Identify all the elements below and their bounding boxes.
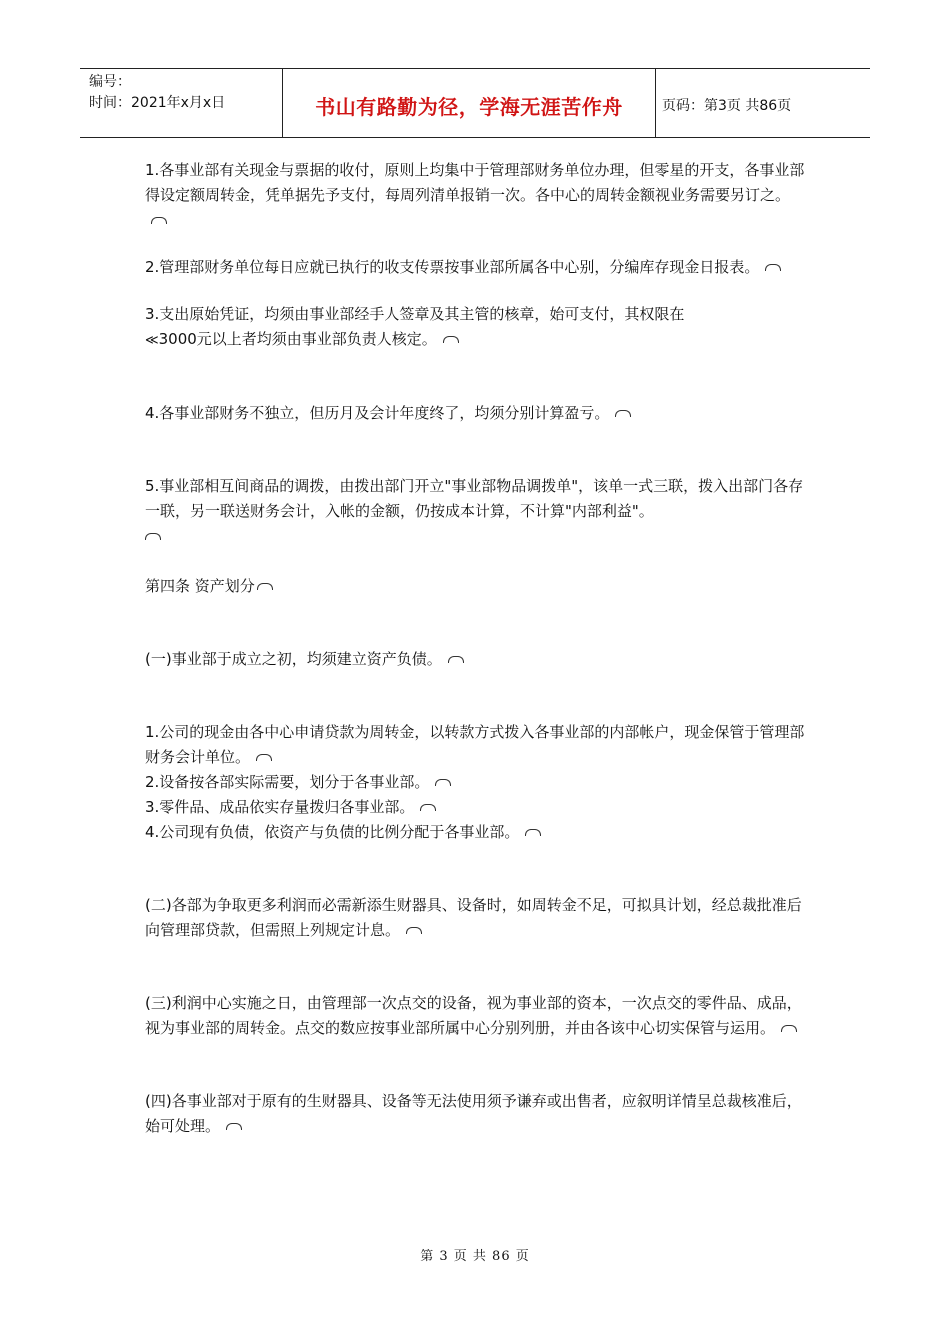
return-mark-icon: [406, 927, 422, 934]
return-mark-icon: [448, 656, 464, 663]
symbol-icon: ≪: [145, 333, 159, 348]
paragraph: (一)事业部于成立之初，均须建立资产负债。: [145, 647, 810, 672]
paragraph: 4.公司现有负债，依资产与负债的比例分配于各事业部。: [145, 820, 810, 845]
paragraph: (四)各事业部对于原有的生财器具、设备等无法使用须予谦弃或出售者，应叙明详情呈总裁核准后，始可处理。: [145, 1092, 802, 1135]
return-mark-icon: [525, 829, 541, 836]
return-mark-icon: [145, 533, 161, 540]
paragraph: (三)利润中心实施之日，由管理部一次点交的设备，视为事业部的资本，一次点交的零件品、成品，视为事业部的周转金。点交的数应按事业部所属中心分别列册，并由各该中心切实保管与运用。: [145, 994, 802, 1037]
return-mark-icon: [420, 804, 436, 811]
return-mark-icon: [151, 217, 167, 224]
paragraph: 4.各事业部财务不独立，但历月及会计年度终了，均须分别计算盈亏。: [145, 401, 810, 426]
header-meta-cell: [80, 69, 283, 137]
return-mark-icon: [615, 410, 631, 417]
section-heading: 第四条 资产划分: [145, 574, 810, 599]
page-footer: 第 3 页 共 86 页: [420, 1249, 530, 1264]
paragraph: 2.管理部财务单位每日应就已执行的收支传票按事业部所属各中心别，分编库存现金日报表。: [145, 255, 810, 280]
return-mark-icon: [443, 336, 459, 343]
header-page-cell: [656, 69, 870, 137]
return-mark-icon: [257, 583, 273, 590]
return-mark-icon: [765, 264, 781, 271]
page-info: 页码：第3页 共86页: [662, 98, 792, 114]
document-header: [80, 68, 870, 138]
motto-text: 书山有路勤为径，学海无涯苦作舟: [315, 94, 623, 119]
return-mark-icon: [435, 779, 451, 786]
paragraph: 3.支出原始凭证，均须由事业部经手人签章及其主管的核章，始可支付，其权限在: [145, 305, 685, 323]
header-motto-cell: [283, 69, 656, 137]
date-label: 时间：2021年x月x日: [89, 95, 226, 111]
paragraph: 3.零件品、成品依实存量拨归各事业部。: [145, 795, 810, 820]
paragraph: 5.事业部相互间商品的调拨，由拨出部门开立"事业部物品调拨单"，该单一式三联，拨入出部门各存一联，另一联送财务会计，入帐的金额，仍按成本计算，不计算"内部利益"。: [145, 477, 804, 520]
number-label: 编号：: [89, 74, 131, 90]
return-mark-icon: [226, 1123, 242, 1130]
return-mark-icon: [256, 754, 272, 761]
return-mark-icon: [781, 1025, 797, 1032]
paragraph: [145, 524, 810, 549]
paragraph: (二)各部为争取更多利润而必需新添生财器具、设备时，如周转金不足，可拟具计划，经总裁批准后向管理部贷款，但需照上列规定计息。: [145, 896, 802, 939]
paragraph: 1.各事业部有关现金与票据的收付，原则上均集中于管理部财务单位办理，但零星的开支，各事业部得设定额周转金，凭单据先予支付，每周列清单报销一次。各中心的周转金额视业务需要另订之。: [145, 158, 810, 233]
paragraph: ≪3000元以上者均须由事业部负责人核定。: [145, 327, 810, 353]
paragraph: 1.公司的现金由各中心申请贷款为周转金，以转款方式拨入各事业部的内部帐户，现金保管于管理部财务会计单位。: [145, 723, 805, 766]
paragraph: 2.设备按各部实际需要，划分于各事业部。: [145, 770, 810, 795]
document-body: [145, 158, 810, 1139]
